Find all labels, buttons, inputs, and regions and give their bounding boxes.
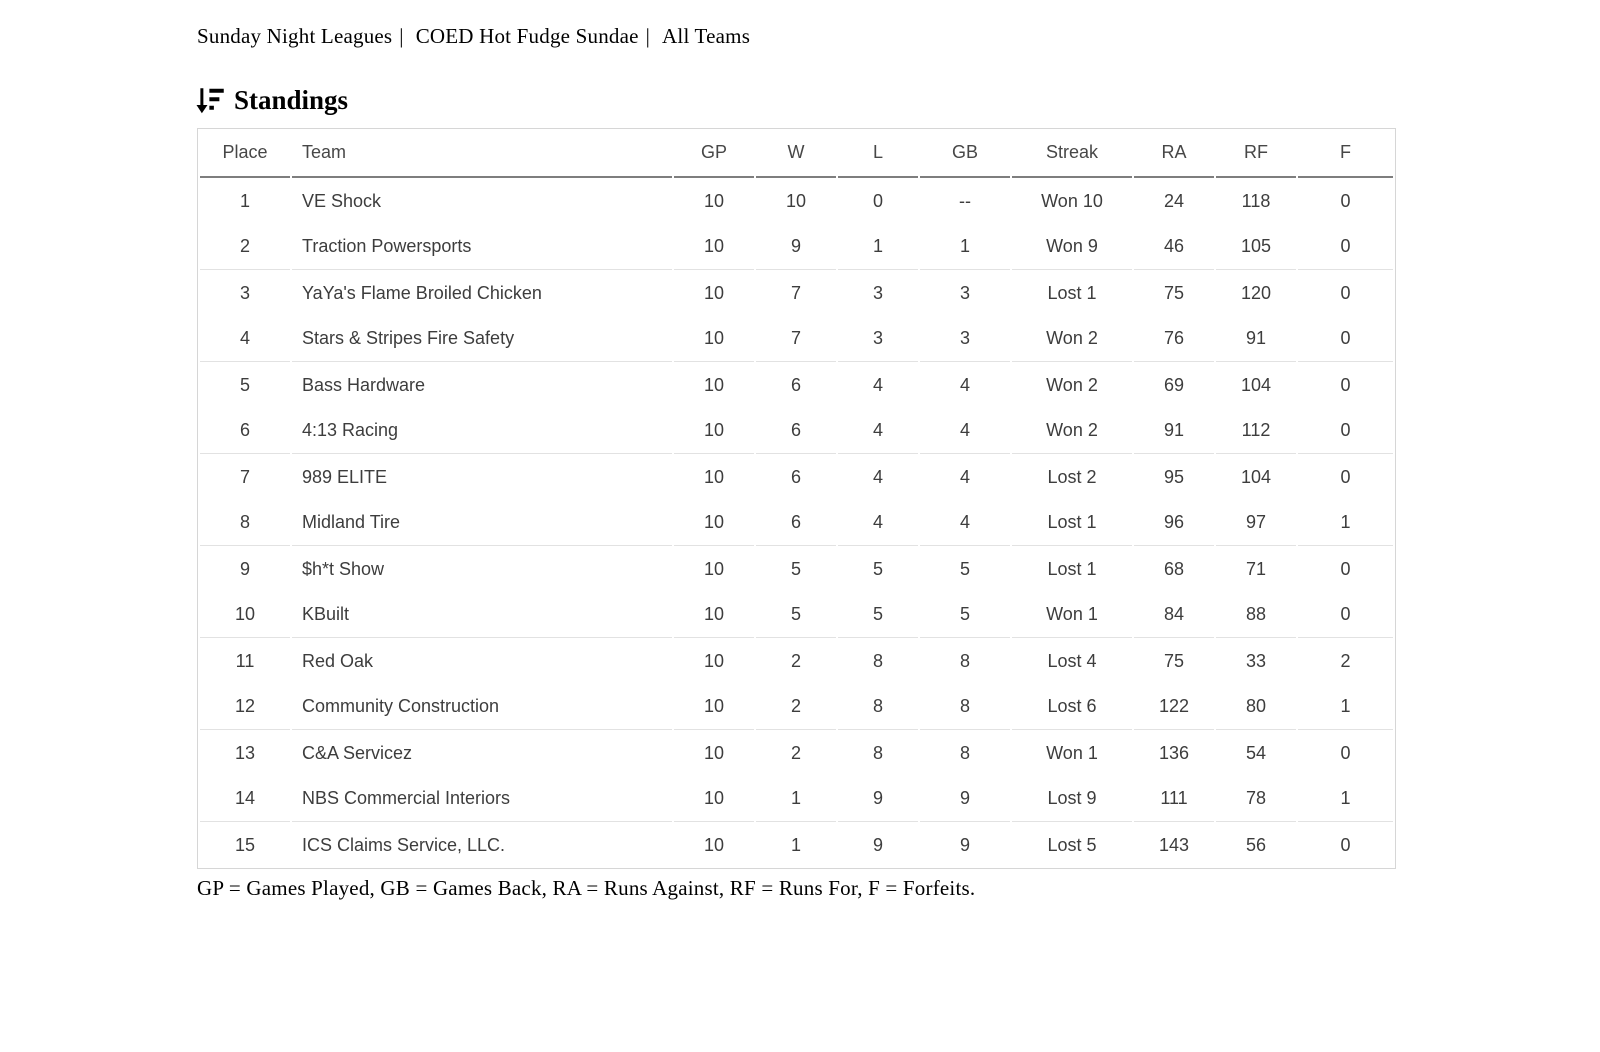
cell-l: 4 (838, 408, 918, 454)
cell-w: 6 (790, 466, 801, 487)
cell-rf: 118 (1241, 190, 1271, 211)
cell-place: 2 (200, 224, 290, 270)
breadcrumb-separator: | (645, 24, 651, 48)
cell-gp: 10 (703, 190, 725, 211)
breadcrumb-division: COED Hot Fudge Sundae (415, 24, 639, 48)
table-row (200, 316, 1393, 362)
table-row (200, 638, 1393, 684)
cell-gp: 10 (674, 500, 754, 546)
cell-team: NBS Commercial Interiors (292, 776, 672, 822)
column-header-gb[interactable]: GB (920, 129, 1010, 178)
cell-w: 7 (756, 316, 836, 362)
cell-streak: Lost 1 (1047, 558, 1097, 579)
column-header-streak[interactable]: Streak (1012, 129, 1132, 178)
cell-ra: 143 (1158, 834, 1190, 855)
column-header-w[interactable]: W (756, 129, 836, 178)
cell-w: 7 (790, 282, 801, 303)
cell-gp: 10 (674, 408, 754, 454)
cell-team: Midland Tire (292, 500, 672, 546)
cell-team: Community Construction (292, 684, 672, 730)
cell-streak: Won 2 (1012, 408, 1132, 454)
column-header-f[interactable]: F (1298, 129, 1393, 178)
cell-place: 14 (200, 776, 290, 822)
cell-team: Stars & Stripes Fire Safety (292, 316, 672, 362)
cell-streak: Lost 6 (1012, 684, 1132, 730)
cell-place: 7 (239, 466, 250, 487)
breadcrumb-separator: | (399, 24, 404, 48)
table-row (200, 178, 1393, 224)
cell-w: 6 (790, 374, 801, 395)
cell-gb: 1 (920, 224, 1010, 270)
cell-f: 1 (1298, 776, 1393, 822)
cell-l: 5 (872, 558, 883, 579)
cell-team: $h*t Show (302, 558, 385, 579)
cell-ra: 75 (1163, 650, 1185, 671)
cell-ra: 111 (1134, 776, 1214, 822)
cell-w: 9 (756, 224, 836, 270)
cell-ra: 122 (1134, 684, 1214, 730)
cell-ra: 46 (1134, 224, 1214, 270)
cell-rf: 112 (1216, 408, 1296, 454)
cell-l: 9 (838, 776, 918, 822)
cell-w: 2 (790, 650, 801, 671)
table-row (200, 684, 1393, 730)
cell-l: 4 (872, 466, 883, 487)
cell-gp: 10 (703, 282, 725, 303)
cell-f: 0 (1340, 834, 1351, 855)
cell-gb: 5 (959, 558, 970, 579)
cell-place: 11 (235, 650, 255, 671)
cell-streak: Won 2 (1012, 316, 1132, 362)
cell-gp: 10 (703, 650, 725, 671)
cell-l: 3 (838, 316, 918, 362)
table-row (200, 500, 1393, 546)
cell-f: 0 (1340, 190, 1351, 211)
cell-ra: 95 (1163, 466, 1185, 487)
cell-l: 8 (838, 684, 918, 730)
table-row (200, 454, 1393, 500)
cell-gp: 10 (674, 776, 754, 822)
cell-streak: Won 9 (1012, 224, 1132, 270)
cell-place: 4 (200, 316, 290, 362)
cell-place: 5 (239, 374, 250, 395)
cell-gb: 4 (959, 374, 970, 395)
cell-team: VE Shock (302, 190, 382, 211)
cell-l: 3 (872, 282, 883, 303)
cell-l: 9 (872, 834, 883, 855)
cell-gp: 10 (703, 834, 725, 855)
cell-w: 1 (756, 776, 836, 822)
table-row (200, 362, 1393, 408)
cell-f: 0 (1298, 592, 1393, 638)
cell-w: 10 (785, 190, 807, 211)
cell-gb: 4 (959, 466, 970, 487)
table-row (200, 408, 1393, 454)
cell-gb: 4 (920, 408, 1010, 454)
cell-streak: Lost 5 (1047, 834, 1097, 855)
cell-place: 8 (200, 500, 290, 546)
breadcrumb-teams-filter: All Teams (662, 24, 751, 48)
column-header-rf[interactable]: RF (1216, 129, 1296, 178)
cell-w: 5 (790, 558, 801, 579)
cell-ra: 76 (1134, 316, 1214, 362)
cell-team: 989 ELITE (302, 466, 388, 487)
column-header-ra[interactable]: RA (1134, 129, 1214, 178)
breadcrumb-league: Sunday Night Leagues (197, 24, 393, 48)
cell-f: 1 (1298, 500, 1393, 546)
cell-team: KBuilt (292, 592, 672, 638)
cell-l: 4 (872, 374, 883, 395)
column-header-gp[interactable]: GP (674, 129, 754, 178)
cell-streak: Lost 1 (1047, 282, 1097, 303)
cell-gp: 10 (703, 374, 725, 395)
cell-rf: 88 (1216, 592, 1296, 638)
cell-team: YaYa's Flame Broiled Chicken (302, 282, 542, 303)
cell-ra: 96 (1134, 500, 1214, 546)
cell-f: 0 (1298, 316, 1393, 362)
cell-streak: Won 2 (1046, 374, 1098, 395)
cell-ra: 136 (1158, 742, 1190, 763)
cell-place: 13 (234, 742, 256, 763)
cell-rf: 54 (1245, 742, 1267, 763)
cell-f: 0 (1340, 558, 1351, 579)
cell-rf: 71 (1245, 558, 1267, 579)
breadcrumb (197, 24, 1600, 49)
cell-f: 0 (1340, 466, 1351, 487)
cell-gp: 10 (703, 742, 725, 763)
cell-gp: 10 (703, 558, 725, 579)
cell-ra: 91 (1134, 408, 1214, 454)
column-header-team[interactable]: Team (292, 129, 672, 178)
cell-gp: 10 (703, 466, 725, 487)
cell-gb: -- (959, 190, 971, 211)
cell-team: C&A Servicez (302, 742, 413, 763)
cell-rf: 91 (1216, 316, 1296, 362)
cell-gb: 3 (920, 316, 1010, 362)
cell-f: 0 (1340, 374, 1351, 395)
cell-team: Red Oak (302, 650, 374, 671)
cell-rf: 97 (1216, 500, 1296, 546)
table-row (200, 546, 1393, 592)
cell-w: 2 (756, 684, 836, 730)
cell-rf: 33 (1245, 650, 1267, 671)
cell-f: 1 (1298, 684, 1393, 730)
standings-heading (195, 85, 1600, 116)
cell-w: 1 (790, 834, 801, 855)
cell-l: 0 (872, 190, 883, 211)
table-row (200, 776, 1393, 822)
cell-w: 2 (790, 742, 801, 763)
cell-ra: 84 (1134, 592, 1214, 638)
sort-descending-icon (195, 86, 225, 116)
cell-gb: 8 (959, 650, 970, 671)
cell-f: 0 (1340, 282, 1351, 303)
cell-team: 4:13 Racing (292, 408, 672, 454)
cell-gb: 9 (920, 776, 1010, 822)
cell-streak: Lost 4 (1047, 650, 1097, 671)
cell-place: 10 (200, 592, 290, 638)
cell-rf: 104 (1240, 466, 1272, 487)
cell-gp: 10 (674, 316, 754, 362)
cell-place: 3 (239, 282, 250, 303)
cell-l: 4 (838, 500, 918, 546)
cell-streak: Won 1 (1012, 592, 1132, 638)
cell-ra: 24 (1163, 190, 1185, 211)
standings-table-body (200, 178, 1393, 868)
cell-rf: 105 (1216, 224, 1296, 270)
cell-rf: 80 (1216, 684, 1296, 730)
cell-gb: 5 (920, 592, 1010, 638)
cell-f: 0 (1298, 224, 1393, 270)
cell-l: 5 (838, 592, 918, 638)
cell-gp: 10 (674, 224, 754, 270)
cell-streak: Lost 2 (1047, 466, 1097, 487)
cell-ra: 68 (1163, 558, 1185, 579)
cell-place: 15 (234, 834, 256, 855)
standings-table (197, 128, 1396, 869)
cell-streak: Lost 1 (1012, 500, 1132, 546)
cell-ra: 69 (1163, 374, 1185, 395)
cell-rf: 104 (1240, 374, 1272, 395)
column-header-place[interactable]: Place (200, 129, 290, 178)
cell-rf: 78 (1216, 776, 1296, 822)
cell-team: Traction Powersports (292, 224, 672, 270)
page-title: Standings (234, 85, 349, 115)
cell-streak: Won 1 (1046, 742, 1098, 763)
cell-team: Bass Hardware (302, 374, 426, 395)
cell-place: 1 (239, 190, 250, 211)
cell-rf: 56 (1245, 834, 1267, 855)
header-row (200, 129, 1393, 178)
cell-gb: 9 (959, 834, 970, 855)
cell-w: 6 (756, 408, 836, 454)
table-row (200, 270, 1393, 316)
cell-place: 9 (239, 558, 250, 579)
cell-place: 6 (200, 408, 290, 454)
table-row (200, 822, 1393, 868)
cell-f: 2 (1340, 650, 1351, 671)
cell-gp: 10 (674, 592, 754, 638)
cell-ra: 75 (1163, 282, 1185, 303)
cell-streak: Lost 9 (1012, 776, 1132, 822)
cell-rf: 120 (1240, 282, 1272, 303)
cell-gb: 4 (920, 500, 1010, 546)
cell-l: 1 (838, 224, 918, 270)
cell-team: ICS Claims Service, LLC. (302, 834, 506, 855)
cell-place: 12 (200, 684, 290, 730)
table-row (200, 224, 1393, 270)
cell-f: 0 (1340, 742, 1351, 763)
table-row (200, 730, 1393, 776)
cell-streak: Won 10 (1041, 190, 1103, 211)
cell-l: 8 (872, 742, 883, 763)
table-row (200, 592, 1393, 638)
cell-gb: 3 (959, 282, 970, 303)
cell-gb: 8 (920, 684, 1010, 730)
cell-gp: 10 (674, 684, 754, 730)
cell-w: 6 (756, 500, 836, 546)
legend-text: GP = Games Played, GB = Games Back, RA = Runs Against, RF = Runs For, F = Forfeits. (197, 876, 976, 900)
cell-w: 5 (756, 592, 836, 638)
cell-l: 8 (872, 650, 883, 671)
column-header-l[interactable]: L (838, 129, 918, 178)
cell-f: 0 (1298, 408, 1393, 454)
cell-gb: 8 (959, 742, 970, 763)
